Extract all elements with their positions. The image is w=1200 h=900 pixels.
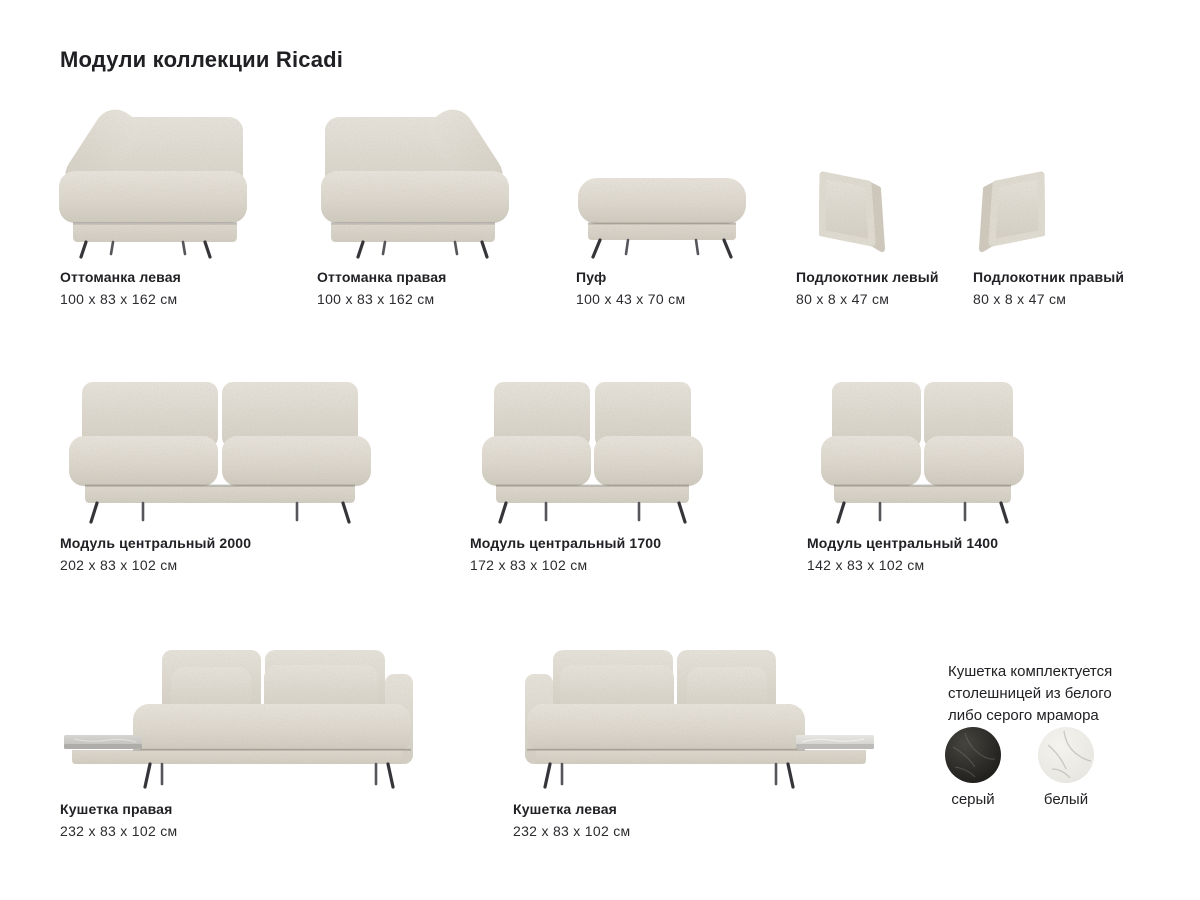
module-name: Кушетка левая [513,801,617,817]
module-dims: 80 x 8 x 47 см [796,291,890,307]
product-card-ottoman-right [313,104,513,259]
product-card-module-2000 [55,374,385,524]
product-card-pouf [562,150,762,260]
module-2000-image [55,374,385,524]
module-name: Подлокотник правый [973,269,1125,285]
module-dims: 232 x 83 x 102 см [60,823,178,839]
swatch-white [1038,727,1094,808]
page-title: Модули коллекции Ricadi [60,47,344,72]
white-marble-swatch-icon [1038,727,1094,783]
ottoman-left-image [55,104,255,259]
module-dims: 232 x 83 x 102 см [513,823,631,839]
product-card-module-1400 [810,374,1035,524]
swatch-white-label: белый [1043,791,1089,808]
module-dims: 142 x 83 x 102 см [807,557,925,573]
armrest-left-image [816,166,906,254]
module-name: Модуль центральный 2000 [60,535,252,551]
grey-marble-swatch-icon [945,727,1001,783]
daybed-tabletop-note [948,661,1112,727]
swatch-grey [945,727,1001,808]
ottoman-right-image [313,104,513,259]
marble-side-table-white [796,735,874,749]
armrest-right-image [958,166,1048,254]
module-name: Кушетка правая [60,801,173,817]
module-1400-image [810,374,1035,524]
product-card-armrest-left [816,166,906,254]
note-line-3: либо серого мрамора [948,707,1099,724]
pouf-image [562,150,762,260]
daybed-right-image [58,640,433,790]
module-dims: 100 x 43 x 70 см [576,291,686,307]
module-name: Подлокотник левый [796,269,939,285]
note-line-1: Кушетка комплектуется [948,663,1113,680]
product-card-module-1700 [470,374,715,524]
module-dims: 80 x 8 x 47 см [973,291,1067,307]
module-dims: 202 x 83 x 102 см [60,557,178,573]
daybed-left-image [505,640,880,790]
module-name: Модуль центральный 1700 [470,535,662,551]
module-name: Пуф [576,269,607,285]
product-card-daybed-left [505,640,880,790]
module-1700-image [470,374,715,524]
module-dims: 100 x 83 x 162 см [317,291,435,307]
module-name: Оттоманка правая [317,269,447,285]
product-card-ottoman-left [55,104,255,259]
module-dims: 172 x 83 x 102 см [470,557,588,573]
module-dims: 100 x 83 x 162 см [60,291,178,307]
product-card-armrest-right [958,166,1048,254]
marble-side-table-grey [64,735,142,749]
module-name: Модуль центральный 1400 [807,535,999,551]
product-card-daybed-right [58,640,433,790]
swatch-grey-label: серый [951,791,995,808]
module-name: Оттоманка левая [60,269,182,285]
note-line-2: столешницей из белого [948,685,1112,702]
